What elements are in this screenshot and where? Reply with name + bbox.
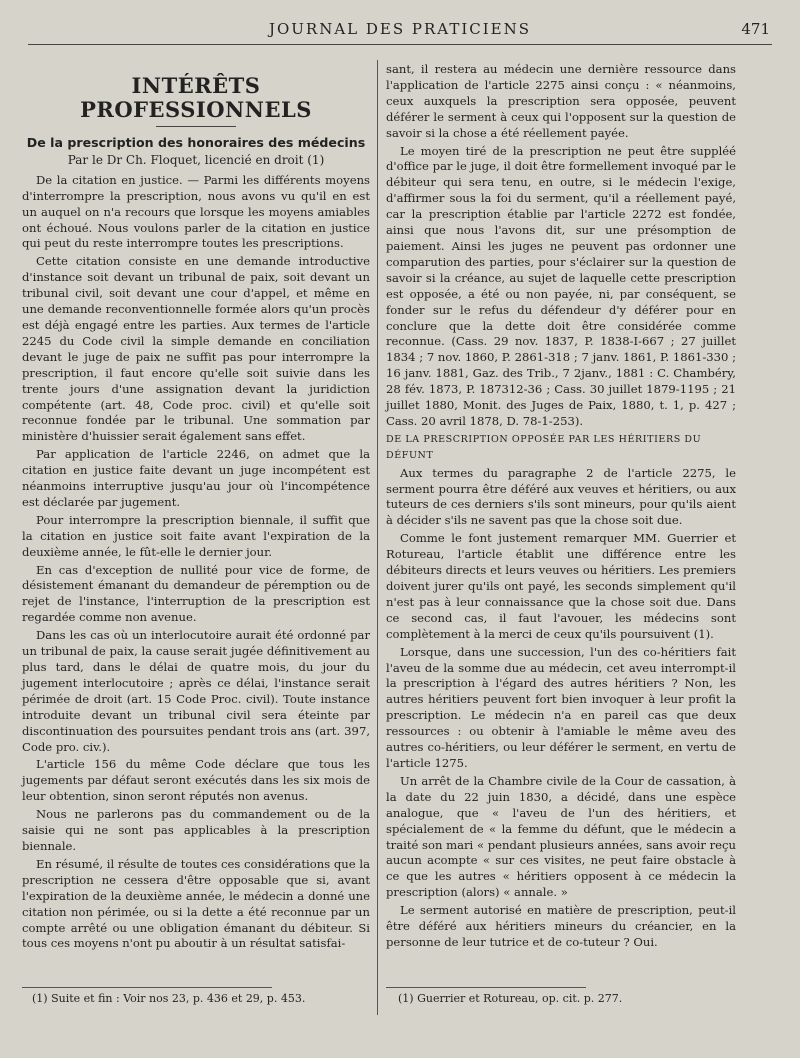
page-number: 471 [741, 20, 770, 38]
right-column [386, 62, 736, 953]
paragraph: Aux termes du paragraphe 2 de l'article 2275, le serment pourra être déféré aux veuves et héritiers, ou aux tuteurs de ces derniers s'ils sont mineurs, pour qu'ils aient à décider s'ils ne savent pas que la chose soit due. [386, 465, 736, 528]
paragraph: sant, il restera au médecin une dernière ressource dans l'application de l'article 2275 ainsi conçu : « néanmoins, ceux auxquels la prescription sera opposée, peuvent déférer le serment à ceux qui l'opposent sur la question de savoir si la chose a été réellement payée. [386, 62, 736, 140]
paragraph: Comme le font justement remarquer MM. Guerrier et Rotureau, l'article établit une différence entre les débiteurs directs et leurs veuves ou héritiers. Les premiers doivent jurer qu'ils ont payé, les seconds simplement qu'il n'est pas à leur connaissance que la chose soit due. Dans ce second cas, il faut l'avouer, les médecins sont complètement à la merci de ceux qu'ils poursuivent (1). [386, 531, 736, 641]
column-divider [377, 60, 378, 1015]
paragraph: De la citation en justice. — Parmi les différents moyens d'interrompre la prescription, nous avons vu qu'il en est un auquel on n'a recours que lorsque les moyens amiables ont échoué. Nous voulons parler de la citation en justice qui peut du reste interrompre toutes les prescriptions. [22, 172, 370, 251]
running-title: JOURNAL DES PRATICIENS [268, 20, 532, 38]
paragraph: Dans les cas où un interlocutoire aurait été ordonné par un tribunal de paix, la cause serait jugée définitivement au plus tard, dans le délai de quatre mois, du jour du jugement interlocutoire ; après ce délai, l'instance serait périmée de droit (art. 15 Code Proc. civil). Toute instance introduite devant un tribunal civil sera éteinte par discontinuation des poursuites pendant trois ans (art. 397, Code pro. civ.). [22, 628, 370, 754]
running-header [0, 20, 800, 42]
subheading: DE LA PRESCRIPTION OPPOSÉE PAR LES HÉRITIERS DU DÉFUNT [386, 433, 702, 461]
paragraph: Par application de l'article 2246, on admet que la citation en justice faite devant un juge incompétent est néanmoins interruptive jusqu'au jour où l'incompétence est déclarée par jugement. [22, 447, 370, 509]
paragraph: En résumé, il résulte de toutes ces considérations que la prescription ne cessera d'être opposable que si, avant l'expiration de la deuxième année, le médecin a donné une citation non périmée, ou si la dette a été reconnue par un compte arrêté ou une obligation émanant du débiteur. Si tous ces moyens n'ont pu aboutir à un résultat satisfai- [22, 856, 370, 951]
left-column [22, 62, 370, 954]
paragraph: Le moyen tiré de la prescription ne peut être suppléé d'office par le juge, il doit être formellement invoqué par le débiteur qui sera tenu, en outre, si le médecin l'exige, d'affirmer sous la foi du serment, qu'il a réellement payé, car la prescription établie par l'article 2272 est fondée, ainsi que nous l'avons dit, sur une présomption de paiement. Ainsi les juges ne peuvent pas ordonner une comparution des parties, pour s'éclairer sur la question de savoir si la créance, au sujet de laquelle cette prescription est opposée, a été ou non payée, ni, par conséquent, se fonder sur le refus du défendeur d'y déférer pour en conclure que la dette doit être considérée comme reconnue. (Cass. 29 nov. 1837, P. 1838-I-667 ; 27 juillet 1834 ; 7 nov. 1860, P. 2861-318 ; 7 janv. 1861, P. 1861-330 ; 16 janv. 1881, Gaz. des Trib., 7 2janv., 1881 : C. Chambéry, 28 fév. 1873, P. 187312-36 ; Cass. 30 juillet 1879-1195 ; 21 juillet 1880, Monit. des Juges de Paix, 1880, t. 1, p. 427 ; Cass. 20 avril 1878, D. 78-1-253). [386, 143, 736, 428]
footnote-rule [386, 987, 586, 988]
paragraph: Nous ne parlerons pas du commandement ou de la saisie qui ne sont pas applicables à la prescription biennale. [22, 807, 370, 853]
article-title: De la prescription des honoraires des médecins [26, 135, 366, 150]
paragraph: L'article 156 du même Code déclare que tous les jugements par défaut seront exécutés dans les six mois de leur obtention, sinon seront réputés non avenus. [22, 757, 370, 804]
paragraph: Le serment autorisé en matière de prescription, peut-il être déféré aux héritiers mineurs du créancier, en la personne de leur tutrice et de co-tuteur ? Oui. [386, 903, 736, 949]
footnote-rule [22, 987, 272, 988]
title-rule [156, 126, 236, 127]
footnote-left: (1) Suite et fin : Voir nos 23, p. 436 et 29, p. 453. [32, 992, 306, 1005]
footnote-right: (1) Guerrier et Rotureau, op. cit. p. 277. [398, 992, 623, 1005]
paragraph: En cas d'exception de nullité pour vice de forme, de désistement émanant du demandeur de péremption ou de rejet de l'instance, l'interruption de la prescription est regardée comme non avenue. [22, 562, 370, 625]
paragraph: Cette citation consiste en une demande introductive d'instance soit devant un tribunal de paix, soit devant un tribunal civil, soit devant une cour d'appel, et même en une demande reconventionnelle formée alors qu'un procès est déjà engagé entre les parties. Aux termes de l'article 2245 du Code civil la simple demande en conciliation devant le juge de paix ne suffit pas pour interrompre la prescription, il faut encore qu'elle soit suivie dans les trente jours d'une assignation devant la juridiction compétente (art. 48, Code proc. civil) et qu'elle soit reconnue fondée par le tribunal. Une sommation par ministère d'huissier serait également sans effet. [22, 254, 370, 444]
byline: Par le Dr Ch. Floquet, licencié en droit (1) [67, 152, 325, 167]
header-rule [28, 44, 772, 45]
paragraph: Pour interrompre la prescription biennale, il suffit que la citation en justice soit faite avant l'expiration de la deuxième année, le fût-elle le dernier jour. [22, 512, 370, 559]
paragraph: Lorsque, dans une succession, l'un des co-héritiers fait l'aveu de la somme due au médecin, cet aveu interrompt-il la prescription à l'égard des autres héritiers ? Non, les autres héritiers peuvent fort bien invoquer à leur profit la prescription. Le médecin n'a en pareil cas que deux ressources : ou obtenir à l'amiable le même aveu des autres co-héritiers, ou leur déférer le serment, en vertu de l'article 1275. [386, 644, 736, 770]
paragraph: Un arrêt de la Chambre civile de la Cour de cassation, à la date du 22 juin 1830, a décidé, dans une espèce analogue, que « l'aveu de l'un des héritiers, et spécialement de « la femme du défunt, que le médecin a traité son mari « pendant plusieurs années, sans avoir reçu aucun acompte « sur ces visites, ne peut faire obstacle à ce que les autres « héritiers opposent à ce médecin la prescription (alors) « annale. » [386, 773, 736, 900]
section-title: INTÉRÊTS PROFESSIONNELS [80, 73, 312, 122]
